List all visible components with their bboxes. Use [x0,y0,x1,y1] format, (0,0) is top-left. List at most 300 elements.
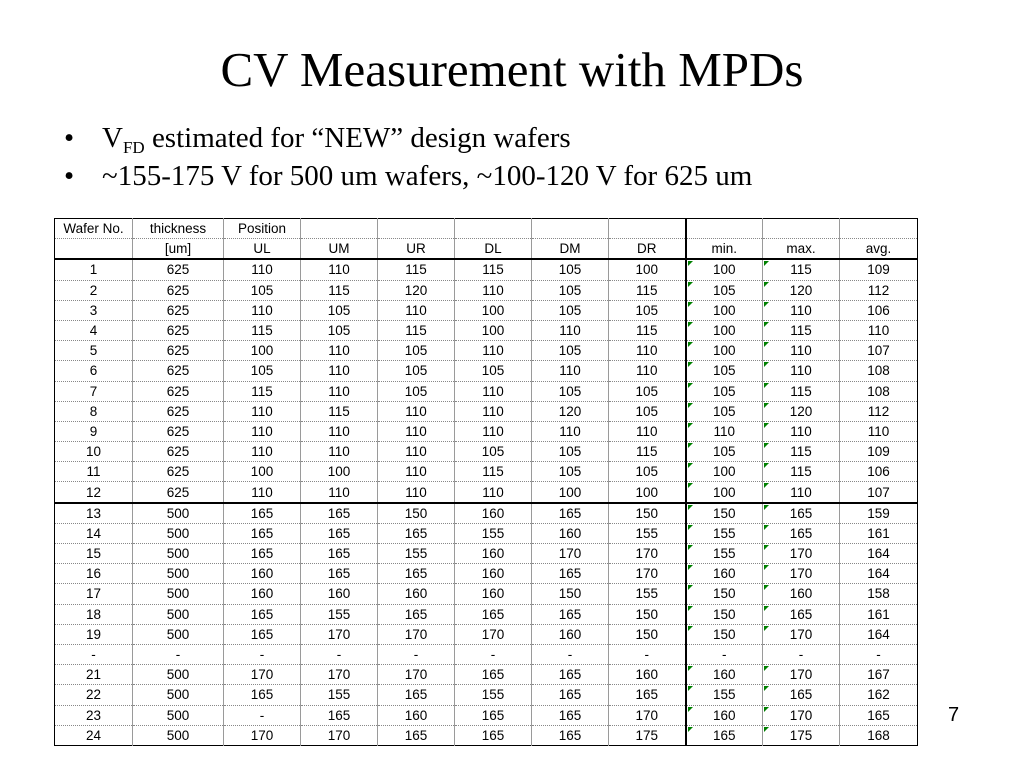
table-cell: UR [378,239,455,260]
table-row [55,725,918,745]
table-cell: 108 [840,381,918,401]
table-cell: 500 [133,685,224,705]
table-cell: 165 [455,705,532,725]
table-cell: 165 [686,725,763,745]
table-cell: 112 [840,401,918,421]
table-cell: 165 [224,604,301,624]
table-cell: 160 [763,584,840,604]
table-cell: 110 [532,361,609,381]
table-cell: 165 [301,544,378,564]
table-cell: 105 [378,361,455,381]
table-cell: 105 [224,361,301,381]
table-cell: 110 [532,421,609,441]
table-cell: 160 [301,584,378,604]
table-cell: 100 [686,462,763,482]
table-cell: 165 [378,604,455,624]
table-header-row [55,239,918,260]
table-cell: 165 [455,665,532,685]
table-row [55,421,918,441]
table-cell: 110 [378,401,455,421]
table-cell: 110 [763,482,840,503]
table-cell: 150 [609,604,686,624]
table-cell: 115 [609,320,686,340]
table-row [55,604,918,624]
table-cell: 108 [840,361,918,381]
table-cell: 107 [840,341,918,361]
table-cell: 175 [763,725,840,745]
table-cell: 2 [55,280,133,300]
table-cell: 115 [301,280,378,300]
table-cell: 115 [378,320,455,340]
table-cell: 105 [609,462,686,482]
table-cell: 160 [378,705,455,725]
table-cell: 170 [609,705,686,725]
table-cell: 165 [224,503,301,524]
table-cell: 4 [55,320,133,340]
table-cell: 165 [763,503,840,524]
table-cell: 110 [840,320,918,340]
table-cell: 165 [532,705,609,725]
table-cell: 19 [55,624,133,644]
table-cell: 170 [609,544,686,564]
table-cell: 155 [686,544,763,564]
table-cell: 625 [133,280,224,300]
table-row [55,300,918,320]
table-cell: 500 [133,624,224,644]
table-cell: 161 [840,523,918,543]
table-cell: 165 [532,665,609,685]
table-cell: 165 [224,523,301,543]
table-cell: 165 [840,705,918,725]
table-cell: 160 [609,665,686,685]
table-cell: 100 [455,320,532,340]
bullet-subscript: FD [122,138,145,157]
table-cell: thickness [133,219,224,239]
table-cell: 160 [455,544,532,564]
table-cell: 150 [378,503,455,524]
table-cell: 110 [224,421,301,441]
table-cell: 105 [532,300,609,320]
table-cell: 115 [455,259,532,280]
table-cell: 160 [224,584,301,604]
table-cell: 120 [532,401,609,421]
table-cell: 165 [532,725,609,745]
table-row [55,381,918,401]
table-cell: 105 [455,442,532,462]
table-cell: 500 [133,584,224,604]
table-cell: 110 [301,421,378,441]
table-cell: 105 [686,361,763,381]
table-cell: 165 [378,685,455,705]
table-cell: 23 [55,705,133,725]
table-cell: 110 [301,341,378,361]
table-cell [840,219,918,239]
table-cell: 120 [378,280,455,300]
table-cell: 100 [686,259,763,280]
table-cell: - [840,644,918,664]
table-cell: 100 [224,341,301,361]
table-cell: - [378,644,455,664]
table-row [55,564,918,584]
table-cell [455,219,532,239]
table-header-row [55,219,918,239]
table-cell: 160 [455,503,532,524]
table-row [55,341,918,361]
table-cell: 110 [301,381,378,401]
table-cell: 110 [455,401,532,421]
table-cell: 115 [763,320,840,340]
table-cell: 110 [763,421,840,441]
table-cell: 160 [455,584,532,604]
table-cell: UL [224,239,301,260]
table-cell: 167 [840,665,918,685]
table-cell: 105 [301,320,378,340]
table-cell: 105 [532,341,609,361]
table-cell: 175 [609,725,686,745]
table-cell: - [763,644,840,664]
table-cell: 160 [378,584,455,604]
table-cell: - [224,705,301,725]
table-cell: 100 [686,320,763,340]
table-cell: 12 [55,482,133,503]
table-cell: 500 [133,705,224,725]
table-cell: 170 [378,624,455,644]
table-cell: 5 [55,341,133,361]
table-cell: 165 [763,604,840,624]
table-cell: 115 [224,320,301,340]
table-cell: 160 [532,624,609,644]
table-cell: 8 [55,401,133,421]
table-cell: 155 [301,604,378,624]
table-cell: 115 [224,381,301,401]
table-cell [532,219,609,239]
table-cell: 170 [763,544,840,564]
table-cell: 500 [133,564,224,584]
table-cell: 110 [378,421,455,441]
table-cell: 110 [763,341,840,361]
table-cell: 110 [455,421,532,441]
table-cell: 115 [763,259,840,280]
table-cell: 115 [455,462,532,482]
table-cell: 110 [455,341,532,361]
table-cell: 155 [301,685,378,705]
table-cell: 165 [301,705,378,725]
table-cell: 170 [301,665,378,685]
table-cell: avg. [840,239,918,260]
table-cell: 170 [763,665,840,685]
table-cell: - [301,644,378,664]
table-cell: 109 [840,442,918,462]
table-cell: 160 [455,564,532,584]
table-cell: 112 [840,280,918,300]
table-cell: 110 [532,320,609,340]
table-cell: 10 [55,442,133,462]
table-cell: 105 [686,401,763,421]
table-cell: 155 [455,685,532,705]
table-cell: 110 [378,300,455,320]
table-cell: DR [609,239,686,260]
table-cell: 625 [133,462,224,482]
table-cell: 24 [85,727,102,743]
table-cell: 110 [455,280,532,300]
table-row [55,401,918,421]
table-cell: 110 [840,421,918,441]
table-row [55,482,918,503]
table-row [55,544,918,564]
table-cell: 9 [55,421,133,441]
table-cell: 625 [133,300,224,320]
table-cell: 110 [609,361,686,381]
table-cell: 15 [55,544,133,564]
table-cell: 17 [55,584,133,604]
table-row [55,280,918,300]
table-cell: 105 [301,300,378,320]
table-cell: 105 [532,381,609,401]
table-row [55,644,918,664]
table-cell: 170 [455,624,532,644]
table-cell: 115 [301,401,378,421]
table-cell: 115 [378,259,455,280]
table-cell: 165 [301,564,378,584]
table-cell: 110 [455,381,532,401]
table-cell: 625 [133,259,224,280]
table-cell: 160 [686,665,763,685]
table-cell: 105 [609,401,686,421]
table-cell [609,219,686,239]
table-cell: 110 [224,401,301,421]
page-number: 7 [948,704,960,726]
table-cell: 170 [301,624,378,644]
table-cell: 115 [609,280,686,300]
table-cell: 150 [686,584,763,604]
table-cell: 100 [686,482,763,503]
table-cell: 161 [840,604,918,624]
table-cell: 110 [686,421,763,441]
table-cell [763,219,840,239]
table-cell: 106 [840,300,918,320]
table-cell: 170 [763,564,840,584]
table-row [55,462,918,482]
table-cell: 110 [224,259,301,280]
table-cell: 11 [55,462,133,482]
table-cell: 110 [224,482,301,503]
table-cell: - [455,644,532,664]
table-row [55,442,918,462]
bullet-main-text: V [102,122,123,154]
table-cell: 105 [378,381,455,401]
table-cell: - [686,644,763,664]
table-cell: 150 [686,604,763,624]
table-cell: 105 [532,462,609,482]
table-cell: 21 [55,665,133,685]
table-cell: 110 [301,482,378,503]
table-cell: 165 [224,544,301,564]
table-cell: 100 [686,300,763,320]
table-cell: 110 [378,442,455,462]
table-cell: 165 [763,685,840,705]
table-cell: 625 [133,421,224,441]
table-cell [378,219,455,239]
table-cell: 160 [224,564,301,584]
table-cell: 115 [763,381,840,401]
table-cell: 107 [840,482,918,503]
table-cell: 160 [686,705,763,725]
table-cell: 150 [686,503,763,524]
bullet-dot: • [64,160,75,192]
table-cell: UM [301,239,378,260]
table-cell: 150 [532,584,609,604]
table-cell: 162 [840,685,918,705]
table-cell: - [55,644,133,664]
table-cell: 165 [224,685,301,705]
table-cell [686,219,763,239]
table-cell: 110 [378,482,455,503]
table-cell: 500 [133,544,224,564]
table-row [55,320,918,340]
table-cell: - [224,644,301,664]
table-row [55,523,918,543]
table-row [55,685,918,705]
table-cell: 155 [609,523,686,543]
table-cell: 155 [378,544,455,564]
table-cell: 500 [133,604,224,624]
table-cell: 100 [609,259,686,280]
table-cell: - [532,644,609,664]
table-cell: 170 [301,725,378,745]
table-cell: 165 [378,725,455,745]
table-cell: 115 [763,442,840,462]
table-cell: 100 [609,482,686,503]
table-cell: 105 [455,361,532,381]
table-cell: 105 [378,341,455,361]
table-cell: 106 [840,462,918,482]
table-cell: 165 [301,503,378,524]
table-cell: 158 [840,584,918,604]
table-cell: 110 [224,300,301,320]
table-cell: 170 [224,665,301,685]
table-cell: 105 [532,280,609,300]
table-cell: 500 [133,503,224,524]
table-cell: Wafer No. [55,219,133,239]
table-cell: 120 [763,401,840,421]
table-cell: 625 [133,381,224,401]
table-cell: 500 [133,523,224,543]
table-cell: DL [455,239,532,260]
table-cell: DM [532,239,609,260]
table-row [55,259,918,280]
table-cell: 150 [609,503,686,524]
table-cell: 3 [55,300,133,320]
table-cell: 625 [133,442,224,462]
bullet-item [64,158,752,196]
table-cell [55,239,133,260]
table-cell: 164 [840,544,918,564]
table-cell: 159 [840,503,918,524]
table-cell: 155 [609,584,686,604]
table-cell: 155 [686,523,763,543]
table-cell: 100 [455,300,532,320]
table-cell: 105 [686,442,763,462]
table-cell: 110 [378,462,455,482]
table-cell: 500 [133,665,224,685]
table-row [55,503,918,524]
table-cell: 170 [763,624,840,644]
table-cell: Position [224,219,301,239]
table-cell: 625 [133,401,224,421]
bullet-list [64,120,752,196]
table-cell: 155 [686,685,763,705]
table-cell: 165 [455,604,532,624]
table-cell: 170 [378,665,455,685]
table-cell: 115 [609,442,686,462]
table-cell: 165 [532,503,609,524]
table-cell: 155 [455,523,532,543]
table-cell: 100 [532,482,609,503]
table-cell: 168 [840,725,918,745]
wafer-measurement-table [54,218,918,746]
table-cell: max. [763,239,840,260]
bullet-main-text: ~155-175 V for 500 um wafers, ~100-120 V for 625 um [102,160,753,192]
table-cell: 170 [763,705,840,725]
table-cell: 109 [840,259,918,280]
table-cell: 110 [455,482,532,503]
table-cell: 115 [763,462,840,482]
table-cell: 105 [609,300,686,320]
table-cell: 625 [133,482,224,503]
table-cell: 105 [609,381,686,401]
table-cell: 164 [840,624,918,644]
table-cell: 625 [133,320,224,340]
table-cell: 164 [840,564,918,584]
table-cell: 16 [55,564,133,584]
table-cell: 165 [378,523,455,543]
bullet-item [64,120,752,158]
table-cell: 625 [133,341,224,361]
table-cell: 110 [763,361,840,381]
table-cell: 110 [609,421,686,441]
table-row [55,584,918,604]
table-cell: 1 [55,259,133,280]
table-cell: 14 [55,523,133,543]
table-row [55,361,918,381]
table-cell: 165 [532,564,609,584]
table-cell: 625 [133,361,224,381]
table-cell: 105 [224,280,301,300]
table-cell: 110 [763,300,840,320]
table-row [55,705,918,725]
table-cell: 13 [55,503,133,524]
table-cell: 165 [378,564,455,584]
table-cell: min. [686,239,763,260]
table-cell: 110 [301,361,378,381]
table-cell: 22 [55,685,133,705]
table-cell: - [609,644,686,664]
table-cell: - [133,644,224,664]
table-cell: 120 [763,280,840,300]
table-cell: 170 [224,725,301,745]
table-cell: 165 [763,523,840,543]
table-cell: 18 [55,604,133,624]
table-cell: 7 [55,381,133,401]
bullet-rest-text: estimated for “NEW” design wafers [144,122,571,154]
table-cell: 500 [133,725,224,745]
table-cell: 165 [609,685,686,705]
table-cell: 105 [686,280,763,300]
table-cell: 105 [532,442,609,462]
table-cell: 110 [609,341,686,361]
table-cell: 160 [686,564,763,584]
table-cell: 100 [686,341,763,361]
